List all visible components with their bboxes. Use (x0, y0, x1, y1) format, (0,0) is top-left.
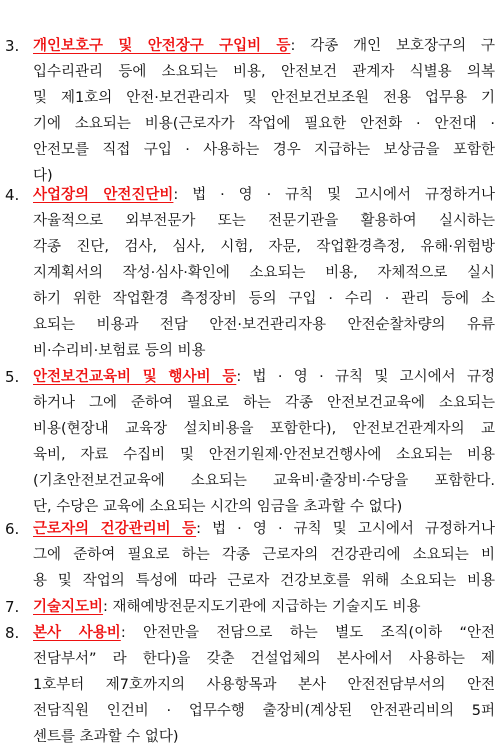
item-text: : 법 · 영 · 규칙 및 고시에서 규정하거나 (173, 187, 495, 203)
item-line: 비용(현장내 교육장 설치비용을 포함한다), 안전보건관계자의 교 (33, 421, 495, 437)
item-line: 안전모를 직접 구입 · 사용하는 경우 지급하는 보상금을 포함한 (33, 142, 495, 158)
item-line: 그에 준하여 필요로 하는 각종 근로자의 건강관리에 소요되는 비 (33, 547, 495, 563)
item-number: 5. (5, 368, 20, 386)
item-number: 6. (5, 520, 20, 538)
item-line: 지계획서의 작성·심사·확인에 소요되는 비용, 자체적으로 실시 (33, 265, 495, 281)
item-line: 및 제1호의 안전·보건관리자 및 안전보건보조원 전용 업무용 기 (33, 90, 495, 106)
item-line (33, 33, 495, 59)
item-title: 기술지도비 (33, 599, 104, 615)
item-line (33, 620, 495, 646)
item-number: 4. (5, 186, 20, 204)
item-line (33, 182, 495, 208)
item-text: : 법 · 영 · 규칙 및 고시에서 규정 (236, 369, 495, 385)
item-line: 육비, 자료 수집비 및 안전기원제·안전보건행사에 소요되는 비용 (33, 447, 495, 463)
item-line: 비·수리비·보험료 등의 비용 (33, 343, 206, 359)
item-line: 다) (33, 168, 53, 184)
item-line: 하기 위한 작업환경 측정장비 등의 구입 · 수리 · 관리 등에 소 (33, 291, 495, 307)
item-title: 개인보호구 및 안전장구 구입비 등 (33, 38, 291, 54)
item-line: 1호부터 제7호까지의 사용항목과 본사 안전전담부서의 안전 (33, 677, 495, 693)
item-number: 7. (5, 598, 20, 616)
item-line: 전담직원 인건비 · 업무수행 출장비(계상된 안전관리비의 5퍼 (33, 703, 495, 719)
item-line (33, 364, 495, 390)
item-title: 본사 사용비 (33, 625, 121, 641)
item-line: 단, 수당은 교육에 소요되는 시간의 임금을 초과할 수 없다) (33, 499, 403, 515)
item-line: 자율적으로 외부전문가 또는 전문기관을 활용하여 실시하는 (33, 213, 495, 229)
item-title: 사업장의 안전진단비 (33, 187, 174, 203)
item-line: 용 및 작업의 특성에 따라 근로자 건강보호를 위해 소요되는 비용 (33, 573, 495, 589)
item-line: (기초안전보건교육에 소요되는 교육비·출장비·수당을 포함한다. (33, 473, 495, 489)
item-title: 안전보건교육비 및 행사비 등 (33, 369, 237, 385)
item-text: : 법 · 영 · 규칙 및 고시에서 규정하거나 (196, 521, 495, 537)
item-line (33, 594, 495, 620)
item-line: 입수리관리 등에 소요되는 비용, 안전보건 관계자 식별용 의복 (33, 64, 495, 80)
item-line: 센트를 초과할 수 없다) (33, 729, 179, 745)
item-text: : 안전만을 전담으로 하는 별도 조직(이하 “안전 (120, 625, 495, 641)
item-line: 기에 소요되는 비용(근로자가 작업에 필요한 안전화 · 안전대 · (33, 116, 495, 132)
item-number: 3. (5, 37, 20, 55)
item-line: 하거나 그에 준하여 필요로 하는 각종 안전보건교육에 소요되는 (33, 395, 495, 411)
item-text: : 각종 개인 보호장구의 구 (290, 38, 495, 54)
item-line (33, 516, 495, 542)
item-line: 전담부서” 라 한다)을 갖춘 건설업체의 본사에서 사용하는 제 (33, 651, 495, 667)
item-line: 각종 진단, 검사, 심사, 시험, 자문, 작업환경측정, 유해·위험방 (33, 239, 495, 255)
item-number: 8. (5, 624, 20, 642)
item-text: : 재해예방전문지도기관에 지급하는 기술지도 비용 (103, 599, 421, 615)
item-line: 요되는 비용과 전담 안전·보건관리자용 안전순찰차량의 유류 (33, 317, 495, 333)
item-title: 근로자의 건강관리비 등 (33, 521, 197, 537)
